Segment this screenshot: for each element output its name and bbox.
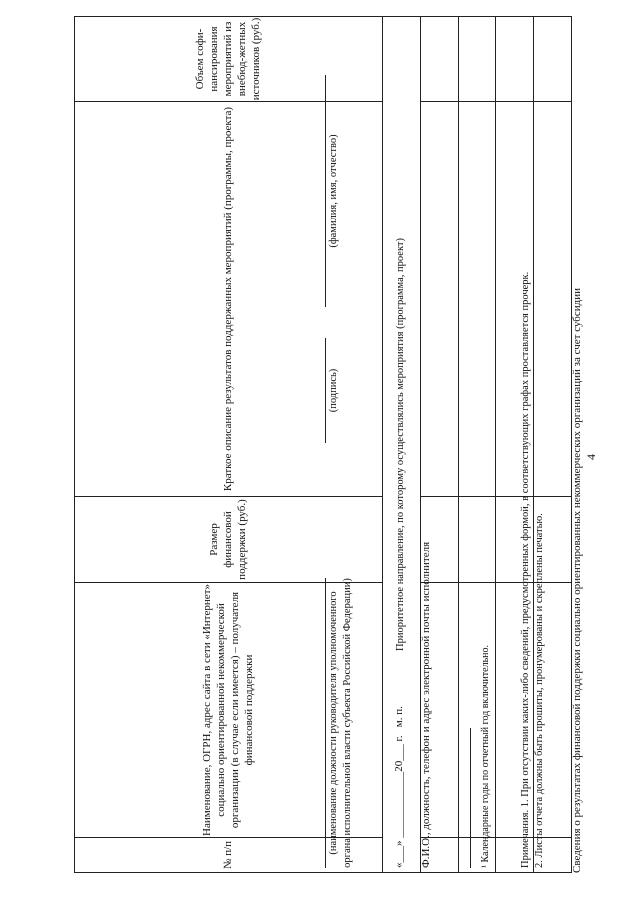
page-number: 4: [584, 454, 598, 460]
note-2: 2. Листы отчета должны быть прошиты, пронумерованы и скреплены печатью.: [534, 513, 545, 868]
executor-line: Ф.И.О., должность, телефон и адрес электронной почты исполнителя: [420, 541, 432, 868]
header-organization: Наименование, ОГРН, адрес сайта в сети «Интернет» социально ориентированной некоммерческой организации (в случае если имеется) – получателя финансовой поддержки: [75, 583, 383, 838]
footnote: ¹ Календарные годы по отчетный год включительно.: [480, 644, 491, 868]
header-number: № п/п: [75, 838, 383, 873]
report-table: [74, 16, 572, 873]
priority-direction: Приоритетное направление, по которому осуществлялись мероприятия (программа, проект): [382, 17, 420, 873]
name-caption: (фамилия, имя, отчество): [328, 134, 339, 248]
header-support-amount: Размер финансовой поддержки (руб.): [75, 497, 383, 583]
position-line: [325, 578, 326, 868]
position-caption: (наименование должности руководителя уполномоченного органа исполнительной власти субъекта Российской Федерации): [328, 578, 353, 868]
header-results-description: Краткое описание результатов поддержанных мероприятий (программы, проекта): [75, 102, 383, 497]
name-line: [325, 75, 326, 307]
header-cofinancing: Объем софи-нансирования мероприятий из внебюд-жетных источников (руб.): [75, 17, 383, 102]
footnote-separator: [470, 728, 471, 868]
signature-caption: (подпись): [328, 368, 339, 413]
date-line: «___» ____________20___ г. м. п.: [393, 706, 405, 868]
signature-line: [325, 338, 326, 443]
table-caption: Сведения о результатах финансовой поддержки социально ориентированных некоммерческих организаций за счет субсидии: [571, 287, 583, 873]
note-1: Примечания. 1. При отсутствии каких-либо сведений, предусмотренных формой, в соответствующих графах проставляется прочерк.: [520, 271, 531, 868]
